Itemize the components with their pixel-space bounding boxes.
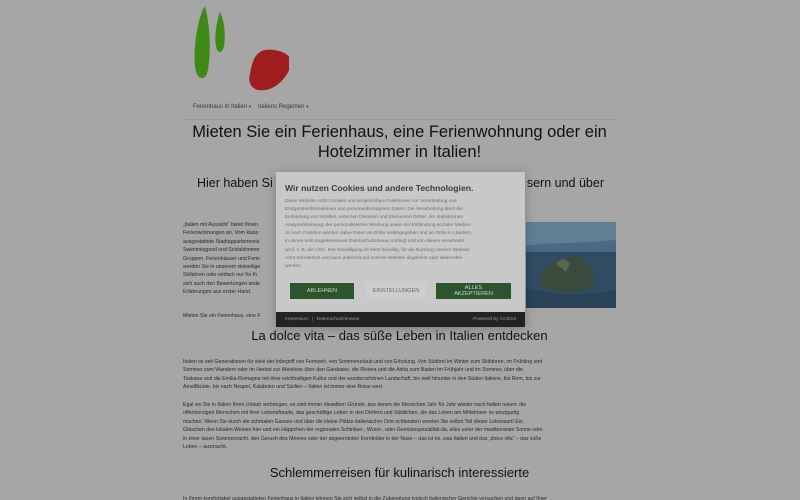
text-line: Ferienwohnungen an. Vom klass bbox=[183, 230, 259, 237]
section2-paragraph-1: In Ihrem komfortabel ausgestatteten Ferienhaus in Italien können Sie sich selbst in die Zubereitung typisch italienischer Gerichte versuchen und dann auf Ihrer bbox=[183, 496, 547, 500]
impressum-link[interactable]: Impressum bbox=[285, 317, 309, 322]
text-line: Erfahrungen aus erster Hand. bbox=[183, 289, 252, 296]
text-line: Einbindung von Inhalten, externen Diensten und Elementen Dritter, der statistischen bbox=[285, 215, 464, 221]
site-logo[interactable] bbox=[189, 4, 289, 94]
caret-down-icon: ▼ bbox=[248, 104, 253, 109]
text-line: sich auch den Bewertungen ande bbox=[183, 280, 261, 287]
text-line: werden Sie in unserem vielseitige bbox=[183, 264, 261, 271]
text-line: in denen kein angemessenes Datenschutzniveau vorliegt und von diesen verarbeitet bbox=[285, 239, 465, 245]
text-line: Italien ist seit Generationen für viele der Inbegriff von Fernweh, von Sommerurlaub und von Erholung. Von Südtirol im Winter zum Skifahren, im Frühling und bbox=[183, 359, 543, 365]
text-line: „Italien mit Aussicht“ bietet Ihnen bbox=[183, 222, 258, 228]
subtitle-right: sern und über bbox=[526, 176, 604, 190]
accept-label-line: AKZEPTIEREN bbox=[454, 291, 493, 297]
text-line: Je nach Funktion werden dabei Daten an Dritte weitergegeben und an Dritte in Ländern, bbox=[285, 231, 473, 237]
accept-label-line: ALLES bbox=[464, 285, 483, 291]
powered-by-text[interactable]: Powered by CCM19 bbox=[473, 317, 516, 322]
decline-button[interactable]: ABLEHNEN bbox=[290, 283, 354, 299]
text-line: in einer lauen Sommernacht, den Geruch des Meeres oder der abgeernteten Kornfelder in der Nase – das ist es, was Italien und das „dolce vita“ – das süße bbox=[183, 435, 542, 442]
text-line: Diese Website nutzt Cookies und vergleichbare Funktionen zur Verarbeitung von bbox=[285, 199, 457, 204]
caret-down-icon: ▼ bbox=[305, 104, 310, 109]
cookie-dialog-text bbox=[285, 198, 517, 271]
footer-links bbox=[285, 317, 361, 322]
text-line: Leben – ausmacht. bbox=[183, 444, 228, 451]
intro-paragraph bbox=[183, 221, 260, 297]
text-line: ausgestattete Stadtappartements bbox=[183, 238, 260, 245]
intro-last-line: Mieten Sie ein Ferienhaus, eine F bbox=[183, 313, 261, 319]
cookie-dialog-title: Wir nutzen Cookies und andere Technologien. bbox=[285, 183, 474, 193]
text-line: Sommer zum Wandern oder im Herbst zur Weinlese über den Gardasee, die Riviera und die Adria zum Baden im Frühjahr und im Sommer, über die bbox=[183, 367, 523, 374]
footer-separator: | bbox=[312, 317, 314, 322]
text-line: Toskana und die Emilia-Romagna mit ihrer reichhaltigen Kultur und der wunderschönen Landschaft, bis weit hinunter in den Süden Italiens, bis Rom, bis zur bbox=[183, 375, 541, 382]
section1-paragraph-2 bbox=[183, 401, 616, 451]
subtitle-left: Hier haben Si bbox=[197, 176, 273, 190]
nav-item-ferienhaus[interactable] bbox=[193, 104, 252, 110]
coast-photo bbox=[526, 222, 616, 308]
logo-red-shape bbox=[249, 50, 289, 91]
logo-leaf-left bbox=[195, 6, 210, 78]
main-nav bbox=[193, 104, 309, 110]
text-line: wird, z. B. die USA. Ihre Einwilligung ist stets freiwillig, für die Nutzung unserer Website bbox=[285, 247, 470, 253]
text-line: werden. bbox=[285, 263, 303, 269]
nav-item-regionen[interactable] bbox=[258, 104, 309, 110]
accept-all-button[interactable] bbox=[436, 283, 511, 299]
nav-divider bbox=[183, 119, 616, 120]
text-line: Gruppen, Ferienhäuser und Ferie bbox=[183, 255, 260, 262]
nav-item-label: Ferienhaus in Italien bbox=[193, 104, 248, 110]
text-line: Skifahren oder einfach nur für Ih bbox=[183, 272, 258, 279]
text-line: machen. Wenn Sie durch die schmalen Gassen und über die kleine Plätze italienischer Orte schlendern werden Sie selbst Teil dieser Lebensart! Ein bbox=[183, 418, 523, 425]
cookie-dialog-footer bbox=[276, 312, 525, 327]
section-heading-schlemmerreisen: Schlemmerreisen für kulinarisch interessierte bbox=[269, 465, 530, 480]
privacy-link[interactable]: Datenschutzhinweis bbox=[316, 317, 360, 322]
section-heading-dolce-vita: La dolce vita – das süße Leben in Italien entdecken bbox=[251, 328, 548, 343]
section1-paragraph-1 bbox=[183, 358, 616, 392]
text-line: Analyse/Messung, der personalisierten Werbung sowie der Einbindung sozialer Medien. bbox=[285, 223, 472, 229]
text-line: Amalfiküste, bis nach Neapel, Kalabrien und Sizilien – Italien ist immer eine Reise wert. bbox=[183, 384, 384, 391]
settings-button[interactable]: EINSTELLUNGEN bbox=[365, 283, 427, 299]
text-line: Egal wo Sie in Italien Ihren Urlaub verbringen, es sind immer dieselben Gründe, aus denen die Menschen Jahr für Jahr wieder nach Italien reisen: die bbox=[183, 402, 527, 408]
logo-leaf-right bbox=[215, 12, 224, 52]
cookie-consent-dialog bbox=[276, 172, 525, 327]
text-line: Gläschen des lokalen Weines hier und ein Häppchen der regionalen Schinken-, Wurst-, oder Gemüsespezialität da, alles unter der mediterranen Sonne oder bbox=[183, 427, 543, 434]
text-line: nicht erforderlich und kann jederzeit auf unserer Website abgelehnt oder widerrufen bbox=[285, 255, 463, 261]
page-title: Mieten Sie ein Ferienhaus, eine Ferienwohnung oder ein Hotelzimmer in Italien! bbox=[192, 123, 607, 161]
nav-item-label: Italiens Regionen bbox=[258, 104, 305, 110]
text-line: Swimmingpool und Schlafzimmer bbox=[183, 247, 260, 254]
text-line: Endgeräteinformationen und personenbezogenen Daten. Die Verarbeitung dient der bbox=[285, 207, 464, 213]
text-line: offenherzigen Menschen mit ihrer Lebensfreude, das geschäftige Leben in den Dörfern und Städtchen, die das Leben am Mittelmeer so einzigartig bbox=[183, 410, 520, 417]
